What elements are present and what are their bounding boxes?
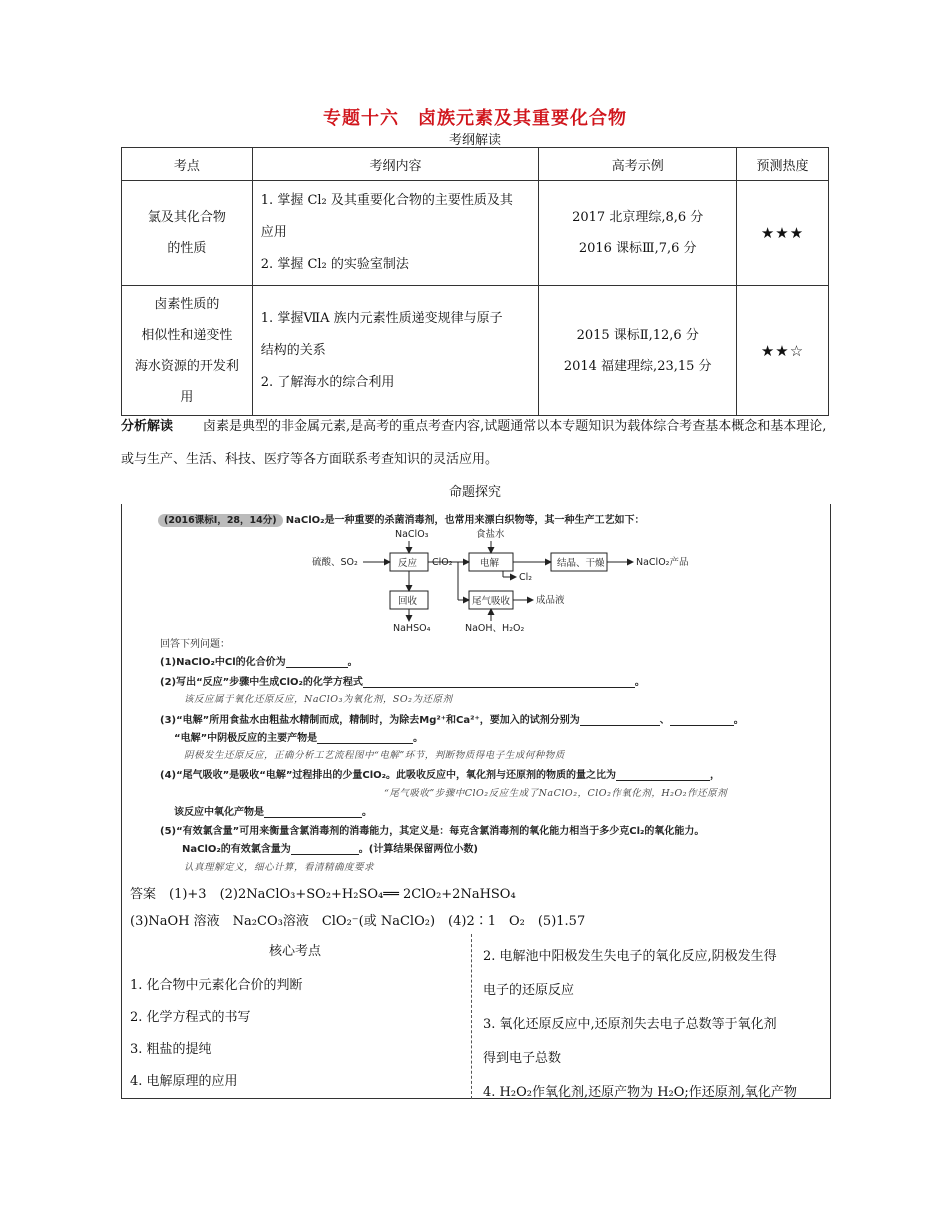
punctuation: 。 xyxy=(733,715,744,726)
punctuation: 。 xyxy=(413,733,424,744)
question-5b-text: NaClO₂的有效氯含量为 xyxy=(182,844,291,855)
question-1 xyxy=(160,653,358,668)
requirement-text: 结构的关系 xyxy=(260,342,326,358)
question-3 xyxy=(160,711,744,726)
label-nahso4: NaHSO₄ xyxy=(393,623,431,634)
prompt-text: 回答下列问题： xyxy=(160,639,230,650)
handwritten-note: 认真理解定义，细心计算，看清精确度要求 xyxy=(184,862,375,873)
requirement-text: 2. 掌握 Cl₂ 的实验室制法 xyxy=(260,257,409,272)
label-product: NaClO₂产品 xyxy=(636,557,689,568)
point-text: 海水资源的开发利 xyxy=(134,358,239,374)
requirement-text: 应用 xyxy=(260,225,287,240)
punctuation: 。 xyxy=(362,807,372,818)
process-flow-diagram xyxy=(158,525,798,635)
label-tail-gas: 尾气吸收 xyxy=(472,596,511,607)
label-brine: 食盐水 xyxy=(476,529,505,540)
table-row xyxy=(122,286,829,416)
answer-blank xyxy=(286,656,348,668)
core-explanation-line: 电子的还原反应 xyxy=(483,983,575,998)
syllabus-table xyxy=(121,147,829,416)
question-3-text: (3)“电解”所用食盐水由粗盐水精制而成，精制时，为除去Mg²⁺和Ca²⁺，要加入的试剂分别为 xyxy=(160,715,580,726)
core-point-item: 1. 化合物中元素化合价的判断 xyxy=(130,978,303,993)
requirement-text: 1. 掌握 Cl₂ 及其重要化合物的主要性质及其 xyxy=(260,193,513,208)
label-naclo3: NaClO₃ xyxy=(395,529,429,540)
core-explanation-line: 2. 电解池中阳极发生失电子的氧化反应,阴极发生得 xyxy=(483,949,777,964)
punctuation: 。 xyxy=(634,677,645,688)
handwritten-note: 阴极发生还原反应，正确分析工艺流程图中“电解”环节，判断物质得电子生成何种物质 xyxy=(184,750,565,761)
requirement-cell xyxy=(252,181,539,286)
core-explanation-line: 3. 氧化还原反应中,还原剂失去电子总数等于氧化剂 xyxy=(483,1017,777,1032)
example-text: 2017 北京理综,8,6 分 xyxy=(572,210,704,225)
header-heat: 预测热度 xyxy=(737,148,829,181)
label-finished-liquid: 成品液 xyxy=(536,595,565,606)
label-inputs: 硫酸、SO₂ xyxy=(312,557,358,568)
analysis-paragraph xyxy=(121,410,829,476)
table-caption: 考纲解读 xyxy=(448,133,501,148)
question-5: (5)“有效氯含量”可用来衡量含氯消毒剂的消毒能力，其定义是：每克含氯消毒剂的氧化能力相当于多少克Cl₂的氧化能力。 xyxy=(160,826,705,837)
core-point-item: 2. 化学方程式的书写 xyxy=(130,1010,251,1025)
heat-rating: ★★★ xyxy=(737,181,829,286)
analysis-text: 卤素是典型的非金属元素,是高考的重点考查内容,试题通常以本专题知识为载体综合考查基本概念和基本理论,或与生产、生活、科技、医疗等各方面联系考查知识的灵活应用。 xyxy=(121,419,827,467)
handwritten-note: “尾气吸收”步骤中ClO₂反应生成了NaClO₂，ClO₂作氧化剂，H₂O₂作还原剂 xyxy=(384,788,728,799)
question-1-text: (1)NaClO₂中Cl的化合价为 xyxy=(160,657,286,668)
exam-intro-line xyxy=(158,511,645,526)
answer-blank xyxy=(616,769,710,781)
label-clo2: ClO₂ xyxy=(432,557,453,568)
question-4b xyxy=(174,803,372,818)
point-text: 的性质 xyxy=(167,241,207,256)
requirement-text: 1. 掌握ⅦA 族内元素性质递变规律与原子 xyxy=(260,310,503,326)
table-header-row xyxy=(122,148,829,181)
core-explanation-line: 得到电子总数 xyxy=(483,1051,562,1066)
question-2 xyxy=(160,673,645,688)
header-example: 高考示例 xyxy=(539,148,737,181)
punctuation: 、 xyxy=(659,715,670,726)
point-text: 用 xyxy=(180,389,194,405)
example-cell xyxy=(539,181,737,286)
core-point-item: 3. 粗盐的提纯 xyxy=(130,1042,212,1057)
header-content: 考纲内容 xyxy=(252,148,539,181)
page-title: 专题十六 卤族元素及其重要化合物 xyxy=(323,108,627,129)
core-points-heading: 核心考点 xyxy=(268,944,321,959)
answer-blank xyxy=(580,714,660,726)
point-cell xyxy=(122,181,253,286)
handwritten-note: 该反应属于氧化还原反应，NaClO₃为氧化剂，SO₂为还原剂 xyxy=(184,694,453,705)
question-3b xyxy=(174,729,423,744)
column-divider xyxy=(471,934,472,1099)
requirement-text: 2. 了解海水的综合利用 xyxy=(260,374,395,390)
question-5b xyxy=(182,840,478,855)
header-point: 考点 xyxy=(122,148,253,181)
answer-blank xyxy=(363,676,635,688)
exam-intro: NaClO₂是一种重要的杀菌消毒剂，也常用来漂白织物等，其一种生产工艺如下： xyxy=(285,515,645,526)
answer-blank xyxy=(317,732,413,744)
question-5c-text: 。(计算结果保留两位小数) xyxy=(358,844,478,855)
punctuation: 。 xyxy=(347,657,358,668)
answer-blank xyxy=(291,843,359,855)
core-point-item: 4. 电解原理的应用 xyxy=(130,1074,238,1089)
core-points-right xyxy=(483,940,823,1110)
punctuation: ， xyxy=(710,770,721,781)
exam-source-tag: (2016课标Ⅰ，28，14分) xyxy=(158,514,283,527)
heat-rating: ★★☆ xyxy=(737,286,829,416)
question-4-text: (4)“尾气吸收”是吸收“电解”过程排出的少量ClO₂。此吸收反应中，氧化剂与还原剂的物质的量之比为 xyxy=(160,770,617,781)
label-crystallize: 结晶、干燥 xyxy=(557,558,605,569)
example-text: 2014 福建理综,23,15 分 xyxy=(563,358,712,374)
analysis-label: 分析解读 xyxy=(121,419,174,434)
point-text: 卤素性质的 xyxy=(154,296,220,312)
label-electrolysis: 电解 xyxy=(480,558,500,569)
label-reagents: NaOH、H₂O₂ xyxy=(465,623,525,634)
question-3b-text: “电解”中阴极反应的主要产物是 xyxy=(174,733,318,744)
core-explanation-line: 4. H₂O₂作氧化剂,还原产物为 H₂O;作还原剂,氧化产物 xyxy=(483,1085,797,1100)
example-text: 2016 课标Ⅲ,7,6 分 xyxy=(578,241,697,256)
label-recover: 回收 xyxy=(398,596,418,607)
label-react: 反应 xyxy=(398,558,418,569)
label-cl2: Cl₂ xyxy=(519,572,533,583)
question-4b-text: 该反应中氧化产物是 xyxy=(174,807,264,818)
answer-blank xyxy=(264,806,362,818)
answer-blank xyxy=(670,714,734,726)
example-cell xyxy=(539,286,737,416)
example-text: 2015 课标Ⅱ,12,6 分 xyxy=(576,327,699,343)
requirement-cell xyxy=(252,286,539,416)
table-row xyxy=(122,181,829,286)
answer-line-1: 答案 (1)+3 (2)2NaClO₃+SO₂+H₂SO₄══ 2ClO₂+2NaHSO₄ xyxy=(130,887,516,902)
point-text: 相似性和递变性 xyxy=(141,327,233,343)
section-title: 命题探究 xyxy=(448,485,501,500)
question-2-text: (2)写出“反应”步骤中生成ClO₂的化学方程式 xyxy=(160,677,363,688)
answer-line-2: (3)NaOH 溶液 Na₂CO₃溶液 ClO₂⁻(或 NaClO₂) (4)2∶1 O₂ (5)1.57 xyxy=(130,914,586,929)
point-cell xyxy=(122,286,253,416)
question-4 xyxy=(160,766,720,781)
point-text: 氯及其化合物 xyxy=(147,210,226,225)
